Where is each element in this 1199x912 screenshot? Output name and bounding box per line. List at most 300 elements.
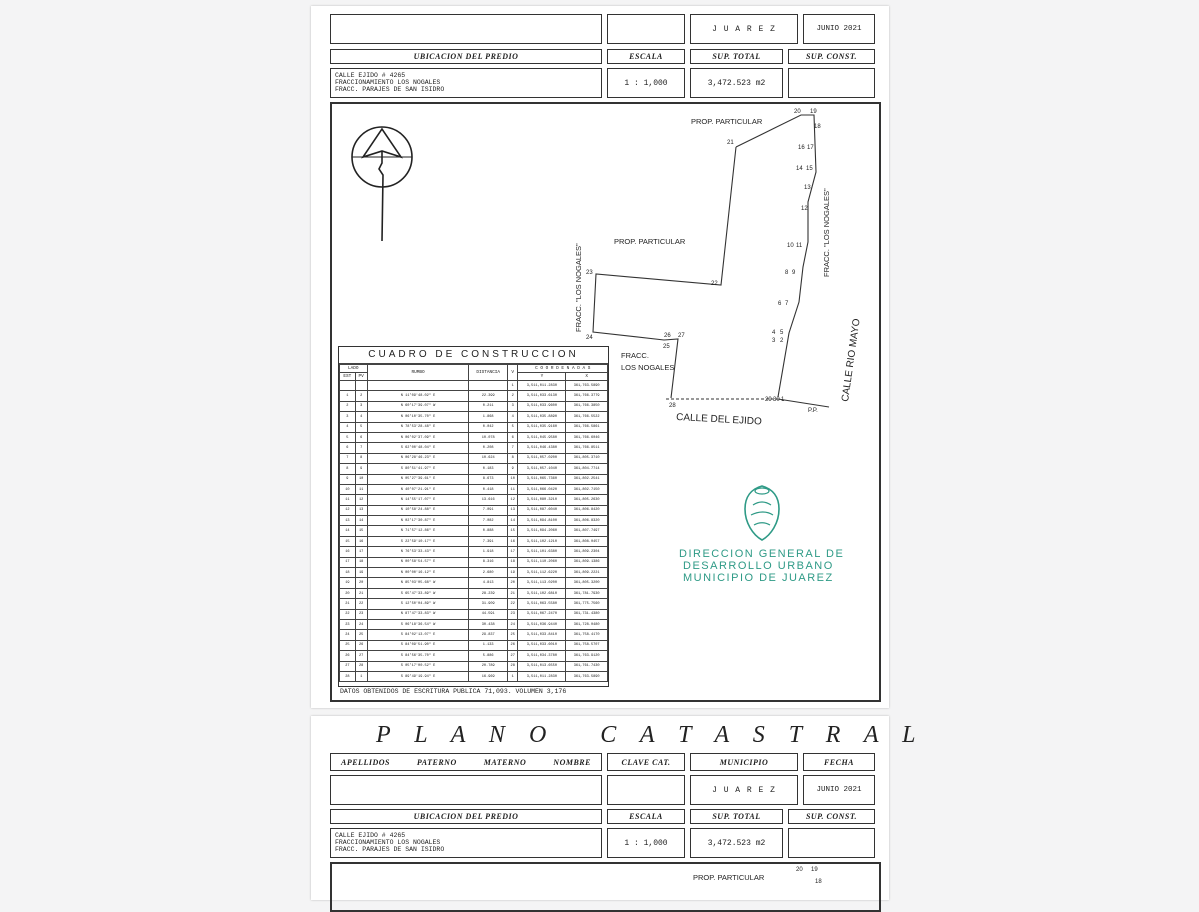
cell-est: 16	[340, 547, 356, 557]
cell-distancia: 30.438	[469, 619, 507, 629]
cell-distancia: 22.399	[469, 391, 507, 401]
prop-particular-mid: PROP. PARTICULAR	[614, 237, 686, 246]
cell-rumbo: N 85°03'05.68" W	[367, 578, 469, 588]
cell-rumbo: N 00°58'54.57" E	[367, 557, 469, 567]
cell-coord-x: 361,728.0480	[566, 619, 608, 629]
cell-coord-y: 3,511,034.3780	[518, 651, 566, 661]
cell-v: 12	[507, 495, 518, 505]
clave-cat-cell	[607, 14, 685, 44]
col-est: EST	[340, 373, 356, 381]
cell-coord-x: 361,805.3200	[566, 578, 608, 588]
cell-v: 1	[507, 671, 518, 681]
cell-coord-x: 361,766.3779	[566, 391, 608, 401]
cell-coord-y: 3,511,087.6040	[518, 505, 566, 515]
cell-distancia: 31.909	[469, 599, 507, 609]
cell-distancia: 7.082	[469, 516, 507, 526]
owner-cell	[330, 14, 602, 44]
cell-coord-y: 3,511,033.9600	[518, 401, 566, 411]
cell-pv: 17	[355, 547, 367, 557]
address-line-1: CALLE EJIDO # 4265	[335, 72, 406, 79]
cell-est: 22	[340, 609, 356, 619]
paterno-label: PATERNO	[416, 757, 457, 767]
cell-coord-y: 3,511,011.2830	[518, 381, 566, 391]
table-row	[340, 671, 608, 681]
vertex-3: 3	[772, 338, 776, 344]
cell-coord-y: 3,511,033.6010	[518, 640, 566, 650]
cell-coord-x: 361,763.5890	[566, 671, 608, 681]
cell-est: 6	[340, 443, 356, 453]
sup-const-value	[788, 68, 875, 98]
cell-coord-x: 361,761.7430	[566, 661, 608, 671]
cell-distancia: 0.042	[469, 422, 507, 432]
vertex-7: 7	[785, 301, 789, 307]
cell-est: 19	[340, 578, 356, 588]
cell-est: 26	[340, 651, 356, 661]
sup-const-label: SUP. CONST.	[788, 49, 875, 64]
cell-rumbo: S 84°02'13.07" E	[367, 630, 469, 640]
apellidos-label: APELLIDOS	[341, 757, 390, 767]
cell-est: 28	[340, 671, 356, 681]
construction-table-title: CUADRO DE CONSTRUCCION	[339, 347, 608, 364]
cell-pv: 22	[355, 599, 367, 609]
cell-v: 7	[507, 443, 518, 453]
cell-rumbo: S 84°56'35.70" E	[367, 651, 469, 661]
cell-est: 5	[340, 432, 356, 442]
peek-vertex-19: 19	[811, 867, 818, 873]
cell-est: 18	[340, 568, 356, 578]
cell-v: 27	[507, 651, 518, 661]
cell-est: 8	[340, 464, 356, 474]
cell-v: 4	[507, 412, 518, 422]
cell-v: 21	[507, 588, 518, 598]
cell-rumbo: S 22°59'10.17" E	[367, 536, 469, 546]
cell-pv: 12	[355, 495, 367, 505]
table-row	[340, 536, 608, 546]
cell-v: 2	[507, 391, 518, 401]
fecha-value-bottom: JUNIO 2021	[803, 775, 875, 805]
escala-value-bottom: 1 : 1,000	[607, 828, 685, 858]
cell-est: 14	[340, 526, 356, 536]
cell-est: 4	[340, 422, 356, 432]
cell-pv: 28	[355, 661, 367, 671]
col-rumbo: RUMBO	[367, 365, 469, 381]
cell-distancia: 5.886	[469, 651, 507, 661]
municipio-value: J U A R E Z	[690, 14, 798, 44]
sup-const-value-bottom	[788, 828, 875, 858]
cell-distancia: 0.888	[469, 526, 507, 536]
cell-coord-x: 361,807.7497	[566, 526, 608, 536]
cell-distancia: 4.813	[469, 578, 507, 588]
cell-est: 17	[340, 557, 356, 567]
cell-coord-x: 361,809.2304	[566, 547, 608, 557]
fecha-value: JUNIO 2021	[803, 14, 875, 44]
col-y: Y	[518, 373, 566, 381]
peek-prop-particular: PROP. PARTICULAR	[693, 873, 765, 882]
cell-rumbo: N 76°53'33.43" E	[367, 547, 469, 557]
cell-distancia: 2.680	[469, 568, 507, 578]
fracc-label-right: FRACC. "LOS NOGALES"	[822, 188, 831, 277]
address-line-3: FRACC. PARAJES DE SAN ISIDRO	[335, 86, 445, 93]
apellidos-header	[330, 753, 602, 771]
cell-pv: 2	[355, 391, 367, 401]
table-row	[340, 640, 608, 650]
table-row	[340, 453, 608, 463]
cell-pv: 15	[355, 526, 367, 536]
clave-cat-cell-bottom	[607, 775, 685, 805]
table-row	[340, 630, 608, 640]
col-v: V	[507, 365, 518, 381]
cell-distancia: 20.789	[469, 661, 507, 671]
table-row	[340, 661, 608, 671]
cell-rumbo: S 89°49'19.94" E	[367, 671, 469, 681]
cell-coord-x: 361,802.7150	[566, 484, 608, 494]
cell-rumbo: N 87°47'33.83" W	[367, 609, 469, 619]
cell-coord-x: 361,805.2630	[566, 495, 608, 505]
cell-pv: 24	[355, 619, 367, 629]
col-pv: PV	[355, 373, 367, 381]
cell-coord-y: 3,511,035.9160	[518, 422, 566, 432]
seal-icon	[739, 483, 785, 543]
vertex-15: 15	[806, 166, 813, 172]
cell-coord-x: 361,809.2221	[566, 568, 608, 578]
table-row	[340, 484, 608, 494]
cell-rumbo: N 10°58'24.88" E	[367, 505, 469, 515]
address-line-3-bottom: FRACC. PARAJES DE SAN ISIDRO	[335, 846, 445, 853]
cell-coord-x: 361,766.6046	[566, 432, 608, 442]
cell-v: 17	[507, 547, 518, 557]
cell-v: 23	[507, 609, 518, 619]
vertex-19: 19	[810, 109, 817, 115]
table-row	[340, 578, 608, 588]
cell-v: 24	[507, 619, 518, 629]
cell-coord-y: 3,511,057.1040	[518, 464, 566, 474]
cell-v: 14	[507, 516, 518, 526]
escala-label-bottom: ESCALA	[607, 809, 685, 824]
cell-rumbo: N 60°17'39.07" W	[367, 401, 469, 411]
cell-pv: 7	[355, 443, 367, 453]
table-row	[340, 557, 608, 567]
cell-rumbo: N 00°00'16.12" E	[367, 568, 469, 578]
vertex-11: 11	[796, 243, 803, 249]
cell-v: 18	[507, 557, 518, 567]
construction-table-body	[340, 381, 608, 682]
cell-distancia: 28.239	[469, 588, 507, 598]
address-line-1-bottom: CALLE EJIDO # 4265	[335, 832, 406, 839]
cell-coord-y: 3,511,035.8890	[518, 412, 566, 422]
col-lado: LADO	[340, 365, 368, 373]
cell-pv	[355, 381, 367, 391]
sup-const-label-bottom: SUP. CONST.	[788, 809, 875, 824]
cell-pv: 19	[355, 568, 367, 578]
cell-pv: 6	[355, 432, 367, 442]
stamp-line-3: MUNICIPIO DE JUAREZ	[683, 572, 834, 584]
cell-coord-x: 361,766.5861	[566, 422, 608, 432]
cell-v: 13	[507, 505, 518, 515]
cell-v: 26	[507, 640, 518, 650]
cell-coord-x: 361,731.4380	[566, 609, 608, 619]
cell-v: 8	[507, 453, 518, 463]
table-row	[340, 505, 608, 515]
cell-pv: 27	[355, 651, 367, 661]
cell-est: 24	[340, 630, 356, 640]
table-row	[340, 619, 608, 629]
cell-distancia: 8.316	[469, 557, 507, 567]
fecha-label: FECHA	[803, 753, 875, 771]
table-row	[340, 401, 608, 411]
cell-pv: 1	[355, 671, 367, 681]
cell-distancia: 10.624	[469, 453, 507, 463]
cell-pv: 18	[355, 557, 367, 567]
vertex-23: 23	[586, 270, 593, 276]
cell-coord-x: 361,766.5522	[566, 412, 608, 422]
cell-distancia: 1.868	[469, 412, 507, 422]
table-row	[340, 609, 608, 619]
cell-coord-y: 3,511,046.4380	[518, 443, 566, 453]
vertex-20: 20	[794, 109, 801, 115]
table-footer-note: DATOS OBTENIDOS DE ESCRITURA PUBLICA 71,093. VOLUMEN 3,176	[340, 688, 567, 695]
cell-distancia: 1.133	[469, 640, 507, 650]
vertex-9: 9	[792, 270, 796, 276]
cell-est: 12	[340, 505, 356, 515]
cell-coord-x: 361,808.0457	[566, 536, 608, 546]
cell-est: 9	[340, 474, 356, 484]
cell-est: 13	[340, 516, 356, 526]
col-distancia: DISTANCIA	[469, 365, 507, 381]
cell-distancia: 0.183	[469, 464, 507, 474]
cell-rumbo: S 84°09'51.90" E	[367, 640, 469, 650]
cell-distancia: 29.837	[469, 630, 507, 640]
cell-rumbo: N 11°09'48.02" E	[367, 391, 469, 401]
cell-est: 21	[340, 599, 356, 609]
table-row	[340, 588, 608, 598]
table-row	[340, 412, 608, 422]
cell-coord-y: 3,511,067.2470	[518, 609, 566, 619]
cell-pv: 10	[355, 474, 367, 484]
vertex-13: 13	[804, 185, 811, 191]
address-cell-bottom	[330, 828, 602, 858]
cell-distancia: 8.673	[469, 474, 507, 484]
table-row	[340, 464, 608, 474]
cell-v: 9	[507, 464, 518, 474]
cell-pv: 21	[355, 588, 367, 598]
sup-total-label: SUP. TOTAL	[690, 49, 783, 64]
table-row	[340, 547, 608, 557]
cell-pv: 11	[355, 484, 367, 494]
cell-rumbo: N 02°17'30.87" E	[367, 516, 469, 526]
calle-del-ejido-label: CALLE DEL EJIDO	[675, 412, 763, 428]
table-row	[340, 422, 608, 432]
cell-rumbo: S 65°47'33.89" W	[367, 588, 469, 598]
cell-coord-y: 3,511,094.2060	[518, 526, 566, 536]
materno-label: MATERNO	[483, 757, 527, 767]
cell-rumbo: N 06°10'35.70" E	[367, 412, 469, 422]
table-row	[340, 443, 608, 453]
address-cell	[330, 68, 602, 98]
cell-coord-x: 361,804.7714	[566, 464, 608, 474]
vertex-8: 8	[785, 270, 789, 276]
cell-pv: 16	[355, 536, 367, 546]
vertex-26: 26	[664, 333, 671, 339]
calle-rio-mayo-label: CALLE RIO MAYO	[840, 317, 863, 403]
pp-label: P.P.	[808, 408, 818, 414]
cell-distancia	[469, 381, 507, 391]
vertex-14: 14	[796, 166, 803, 172]
table-row	[340, 526, 608, 536]
peek-vertex-20: 20	[796, 867, 803, 873]
cell-coord-y: 3,511,057.0200	[518, 453, 566, 463]
cell-v: 19	[507, 568, 518, 578]
vertex-28: 28	[669, 403, 676, 409]
cell-v: 28	[507, 661, 518, 671]
escala-value: 1 : 1,000	[607, 68, 685, 98]
cell-v: 15	[507, 526, 518, 536]
clave-cat-label: CLAVE CAT.	[607, 753, 685, 771]
cell-coord-x: 361,805.3710	[566, 453, 608, 463]
vertex-25: 25	[663, 344, 670, 350]
cell-coord-y: 3,511,101.6380	[518, 547, 566, 557]
municipio-value-bottom: J U A R E Z	[690, 775, 798, 805]
cell-coord-x: 361,806.8420	[566, 505, 608, 515]
table-row	[340, 381, 608, 391]
cell-est: 3	[340, 412, 356, 422]
table-row	[340, 568, 608, 578]
sup-total-value: 3,472.523 m2	[690, 68, 783, 98]
prop-particular-top: PROP. PARTICULAR	[691, 117, 763, 126]
cell-coord-y: 3,511,066.0420	[518, 484, 566, 494]
cell-distancia: 44.591	[469, 609, 507, 619]
table-row	[340, 516, 608, 526]
cell-coord-x: 361,763.9120	[566, 651, 608, 661]
cell-coord-y: 3,511,080.3210	[518, 495, 566, 505]
cell-v: 10	[507, 474, 518, 484]
cell-coord-y: 3,511,036.9440	[518, 619, 566, 629]
cell-distancia: 1.918	[469, 547, 507, 557]
vertex-4: 4	[772, 330, 776, 336]
cell-distancia: 16.969	[469, 671, 507, 681]
cell-rumbo: N 14°55'17.07" E	[367, 495, 469, 505]
cell-coord-x: 361,763.5890	[566, 381, 608, 391]
cell-coord-y: 3,511,113.0200	[518, 578, 566, 588]
cell-distancia: 7.091	[469, 505, 507, 515]
col-x: X	[566, 373, 608, 381]
cell-distancia: 0.211	[469, 401, 507, 411]
cell-rumbo: N 71°57'12.86" E	[367, 526, 469, 536]
cell-est: 25	[340, 640, 356, 650]
cell-distancia: 10.078	[469, 432, 507, 442]
address-line-2: FRACCIONAMIENTO LOS NOGALES	[335, 79, 441, 86]
vertex-16: 16	[798, 145, 805, 151]
vertex-6: 6	[778, 301, 782, 307]
cell-pv: 8	[355, 453, 367, 463]
stamp-line-1: DIRECCION GENERAL DE	[679, 548, 845, 560]
cell-est: 1	[340, 391, 356, 401]
cell-est: 10	[340, 484, 356, 494]
cell-est: 15	[340, 536, 356, 546]
cell-pv: 9	[355, 464, 367, 474]
vertex-12: 12	[801, 206, 808, 212]
cell-rumbo: S 62°00'48.04" E	[367, 443, 469, 453]
cell-rumbo: S 05°17'00.52" E	[367, 661, 469, 671]
cell-coord-y: 3,511,063.5580	[518, 599, 566, 609]
bottom-cadastral-sheet	[311, 716, 925, 900]
cell-rumbo: N 05°27'39.61" E	[367, 474, 469, 484]
cell-est: 23	[340, 619, 356, 629]
table-row	[340, 432, 608, 442]
vertex-27: 27	[678, 333, 685, 339]
cell-v: 1	[507, 381, 518, 391]
vertex-2: 2	[780, 338, 784, 344]
col-coords: C O O R D E N A D A S	[518, 365, 608, 373]
cell-coord-x: 361,781.7930	[566, 588, 608, 598]
cell-v: 6	[507, 432, 518, 442]
fracc-label-bottom-1: FRACC.	[621, 351, 649, 360]
table-row	[340, 651, 608, 661]
cell-pv: 5	[355, 422, 367, 432]
stamp-line-2: DESARROLLO URBANO	[683, 560, 834, 572]
cell-rumbo: S 12°50'04.89" W	[367, 599, 469, 609]
construction-table	[338, 346, 609, 687]
cell-v: 20	[507, 578, 518, 588]
cell-v: 25	[507, 630, 518, 640]
cell-v: 16	[507, 536, 518, 546]
cell-distancia: 0.208	[469, 443, 507, 453]
vertex-24: 24	[586, 335, 593, 341]
cell-rumbo	[367, 381, 469, 391]
cell-pv: 4	[355, 412, 367, 422]
cell-coord-y: 3,511,033.6130	[518, 391, 566, 401]
north-arrow-icon	[349, 123, 417, 251]
cell-coord-y: 3,511,102.6810	[518, 588, 566, 598]
vertex-30: 30	[773, 397, 780, 403]
cell-coord-x: 361,802.2541	[566, 474, 608, 484]
cell-est: 20	[340, 588, 356, 598]
vertex-17: 17	[807, 145, 814, 151]
table-row	[340, 599, 608, 609]
cell-est: 11	[340, 495, 356, 505]
table-row	[340, 474, 608, 484]
vertex-5: 5	[780, 330, 784, 336]
cell-rumbo: S 80°51'41.97" E	[367, 464, 469, 474]
cell-coord-x: 361,758.4170	[566, 630, 608, 640]
cell-pv: 20	[355, 578, 367, 588]
cell-rumbo: N 40°07'21.91" E	[367, 484, 469, 494]
cell-coord-y: 3,511,065.7360	[518, 474, 566, 484]
sup-total-label-bottom: SUP. TOTAL	[690, 809, 783, 824]
plano-catastral-title: P L A N O C A T A S T R A L	[376, 722, 925, 748]
owner-cell-bottom	[330, 775, 602, 805]
vertex-18: 18	[814, 124, 821, 130]
cell-coord-y: 3,511,102.1210	[518, 536, 566, 546]
vertex-10: 10	[787, 243, 794, 249]
cell-rumbo: N 06°28'46.23" E	[367, 453, 469, 463]
vertex-22: 22	[711, 281, 718, 287]
cell-coord-x: 361,775.7560	[566, 599, 608, 609]
cell-coord-x: 361,766.3850	[566, 401, 608, 411]
cell-coord-y: 3,511,112.6220	[518, 568, 566, 578]
cell-coord-y: 3,511,033.8410	[518, 630, 566, 640]
top-cadastral-sheet	[311, 6, 889, 708]
cell-rumbo: S 06°18'36.54" W	[367, 619, 469, 629]
cell-coord-x: 361,758.5707	[566, 640, 608, 650]
cell-coord-x: 361,809.1386	[566, 557, 608, 567]
stamp-text	[679, 548, 844, 584]
address-line-2-bottom: FRACCIONAMIENTO LOS NOGALES	[335, 839, 441, 846]
cell-rumbo: N 06°02'37.09" E	[367, 432, 469, 442]
table-row	[340, 391, 608, 401]
cell-est: 7	[340, 453, 356, 463]
vertex-21: 21	[727, 140, 734, 146]
cell-coord-y: 3,511,013.6550	[518, 661, 566, 671]
